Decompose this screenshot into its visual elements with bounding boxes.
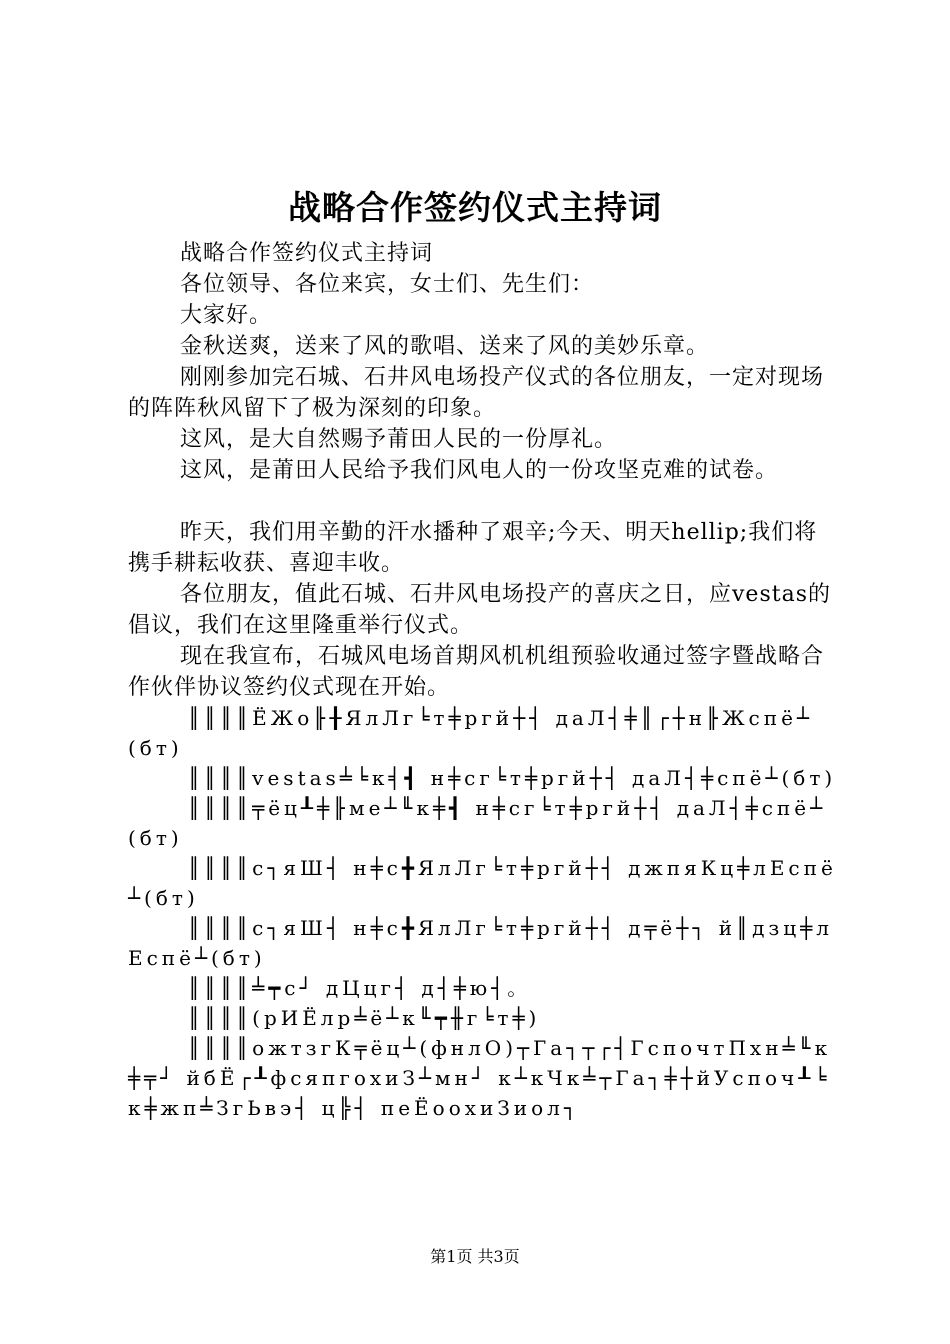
paragraph-yesterday: 昨天，我们用辛勤的汗水播种了艰辛;今天、明天hellip;我们将携手耕耘收获、喜迎丰收。 (128, 520, 818, 576)
document-title: 战略合作签约仪式主持词 (288, 188, 662, 227)
garbled-line: ║║║║с┐яШ┤ н╪с╋ЯлЛг╘т╪ргй┼┤ джпяКц╪лЕспё┴(бт) (128, 856, 837, 910)
paragraph-greeting: 各位领导、各位来宾，女士们、先生们： (180, 272, 595, 297)
garbled-line: ║║║║ЁЖо╟╂ЯлЛг╘т╪ргй┼┤ даЛ┤╪║┌┼н╟Жспё┴(бт) (128, 706, 813, 760)
paragraph-hello: 大家好。 (180, 303, 273, 328)
paragraph-heading: 战略合作签约仪式主持词 (180, 241, 434, 266)
page-number-footer: 第1页 共3页 (430, 1247, 520, 1266)
paragraph-occasion: 各位朋友，值此石城、石井风电场投产的喜庆之日，应vestas的倡议，我们在这里隆重举行仪式。 (128, 582, 831, 638)
garbled-line: ║║║║ожтзгК╤ёц┴(фнлО)┬Га┐┬┌┤ГспочтПхн╧╙к╪╤┘ йбЁ┌┸фсяпгохиЗ┴мн┘ к┴кЧк╧┬Га┐╪┼йУспоч┸╘к╪жп╧ЗгЬвэ┤ ц╠┤ пеЁоохиЗиол┐ (128, 1036, 832, 1120)
garbled-line: ║║║║╤ёц┸╪╟ме┴╙к╪┫ н╪сг╘т╪ргй┼┤ даЛ┤╪спё┴(бт) (128, 796, 827, 850)
paragraph-wind-gift: 这风，是大自然赐予莆田人民的一份厚礼。 (180, 427, 618, 452)
paragraph-announcement: 现在我宣布，石城风电场首期风机机组预验收通过签字暨战略合作伙伴协议签约仪式现在开始。 (128, 644, 825, 700)
paragraph-friends: 刚刚参加完石城、石井风电场投产仪式的各位朋友，一定对现场的阵阵秋风留下了极为深刻的印象。 (128, 365, 825, 421)
paragraph-wind-test: 这风，是莆田人民给予我们风电人的一份攻坚克难的试卷。 (180, 458, 779, 483)
garbled-line: ║║║║╧┯с┘ дЦцг┤ д┤╪ю┤。 (188, 976, 532, 1000)
garbled-line: ║║║║vestas╧╘к╡┫ н╪сг╘т╪ргй┼┤ даЛ┤╪спё┴(бт) (188, 766, 837, 790)
garbled-line: ║║║║с┐яШ┤ н╪с╋ЯлЛг╘т╪ргй┼┤ д╤ё┼┐ й║дзц╪лЕспё┴(бт) (128, 916, 833, 970)
garbled-line: ║║║║(рИЁлр╧ё┴к╙┯╫г╘т╪) (188, 1006, 541, 1030)
paragraph-autumn: 金秋送爽，送来了风的歌唱、送来了风的美妙乐章。 (180, 334, 710, 359)
document-body (128, 238, 840, 1123)
